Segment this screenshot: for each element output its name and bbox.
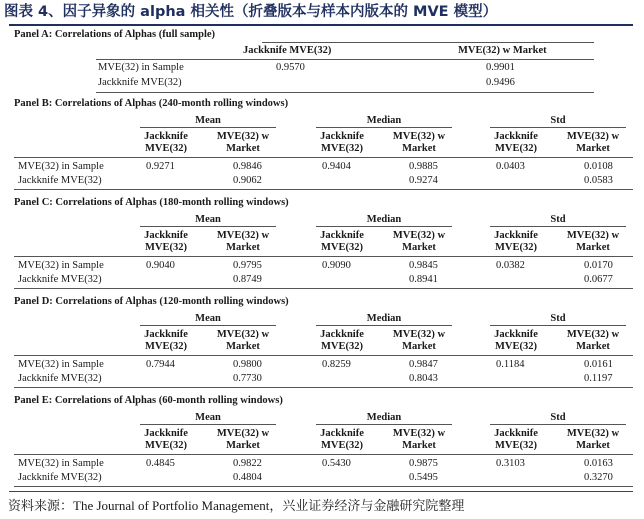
panel-e-row1-value: 0.9822 — [233, 458, 262, 469]
panel-c-row2-value: 0.8749 — [233, 274, 262, 285]
panel-b-std-jackknife-l1: Jackknife — [494, 131, 538, 142]
panel-d-median-jackknife-l2: MVE(32) — [321, 341, 363, 352]
panel-c-median-jackknife-l1: Jackknife — [320, 230, 364, 241]
panel-c-row2-value: 0.0677 — [584, 274, 613, 285]
panel-e-median-mve-w-l2: Market — [402, 440, 436, 451]
panel-d-row2-label: Jackknife MVE(32) — [18, 373, 102, 384]
panel-c-row2-label: Jackknife MVE(32) — [18, 274, 102, 285]
panel-e-std-jackknife-l2: MVE(32) — [495, 440, 537, 451]
panel-e-sub-rule — [14, 454, 633, 455]
panel-d-row1-value: 0.9847 — [409, 359, 438, 370]
panel-a-row1-mve-market: 0.9901 — [486, 62, 515, 73]
panel-d-mean-jackknife-l1: Jackknife — [144, 329, 188, 340]
panel-e-row1-value: 0.5430 — [322, 458, 351, 469]
panel-b-mean-mve-w-l2: Market — [226, 143, 260, 154]
panel-e-mean-jackknife-l2: MVE(32) — [145, 440, 187, 451]
panel-b-median-jackknife-l2: MVE(32) — [321, 143, 363, 154]
panel-c-row1-value: 0.0170 — [584, 260, 613, 271]
panel-e-row1-label: MVE(32) in Sample — [18, 458, 104, 469]
panel-d-row2-value: 0.1197 — [584, 373, 613, 384]
panel-a-row2-mve-market: 0.9496 — [486, 77, 515, 88]
panel-b-std-mve-w-l1: MVE(32) w — [566, 131, 620, 142]
panel-c-mean-jackknife-l1: Jackknife — [144, 230, 188, 241]
panel-b-row1-value: 0.9404 — [322, 161, 351, 172]
panel-e-header-median: Median — [366, 412, 402, 423]
panel-e-header-std: Std — [550, 412, 566, 423]
panel-a-header-rule — [262, 42, 594, 43]
panel-b-median-mve-w-l1: MVE(32) w — [392, 131, 446, 142]
panel-e-median-jackknife-l2: MVE(32) — [321, 440, 363, 451]
panel-d-title: Panel D: Correlations of Alphas (120-month rolling windows) — [14, 296, 289, 307]
panel-c-median-jackknife-l2: MVE(32) — [321, 242, 363, 253]
panel-e-bottom-rule — [14, 486, 633, 487]
panel-d-row2-value: 0.7730 — [233, 373, 262, 384]
panel-b-row1-value: 0.0108 — [584, 161, 613, 172]
panel-e-median-jackknife-l1: Jackknife — [320, 428, 364, 439]
panel-c-row1-value: 0.9090 — [322, 260, 351, 271]
panel-b-row2-label: Jackknife MVE(32) — [18, 175, 102, 186]
panel-c-std-jackknife-l2: MVE(32) — [495, 242, 537, 253]
panel-c-mean-mve-w-l2: Market — [226, 242, 260, 253]
panel-b-row1-value: 0.0403 — [496, 161, 525, 172]
panel-a-row1-jackknife: 0.9570 — [276, 62, 305, 73]
panel-e-mean-mve-w-l2: Market — [226, 440, 260, 451]
panel-d-row1-label: MVE(32) in Sample — [18, 359, 104, 370]
top-rule — [9, 24, 633, 26]
panel-b-std-jackknife-l2: MVE(32) — [495, 143, 537, 154]
panel-b-mean-mve-w-l1: MVE(32) w — [216, 131, 270, 142]
panel-e-std-jackknife-l1: Jackknife — [494, 428, 538, 439]
panel-d-header-std: Std — [550, 313, 566, 324]
source-note: 资料来源：The Journal of Portfolio Management，兴业证券经济与金融研究院整理 — [8, 498, 465, 513]
panel-c-std-jackknife-l1: Jackknife — [494, 230, 538, 241]
panel-d-row1-value: 0.9800 — [233, 359, 262, 370]
panel-c-bottom-rule — [14, 288, 633, 289]
panel-b-median-jackknife-l1: Jackknife — [320, 131, 364, 142]
panel-e-row1-value: 0.0163 — [584, 458, 613, 469]
panel-c-header-rule-median — [316, 226, 452, 227]
panel-b-header-rule-mean — [140, 127, 276, 128]
panel-e-row1-value: 0.4845 — [146, 458, 175, 469]
panel-d-bottom-rule — [14, 387, 633, 388]
panel-e-median-mve-w-l1: MVE(32) w — [392, 428, 446, 439]
panel-e-row2-value: 0.3270 — [584, 472, 613, 483]
panel-a-row1-label: MVE(32) in Sample — [98, 62, 184, 73]
panel-d-mean-mve-w-l1: MVE(32) w — [216, 329, 270, 340]
panel-c-header-median: Median — [366, 214, 402, 225]
panel-d-header-mean: Mean — [195, 313, 221, 324]
panel-d-std-jackknife-l2: MVE(32) — [495, 341, 537, 352]
panel-c-sub-rule — [14, 256, 633, 257]
panel-e-row2-label: Jackknife MVE(32) — [18, 472, 102, 483]
panel-d-median-mve-w-l1: MVE(32) w — [392, 329, 446, 340]
panel-e-header-mean: Mean — [195, 412, 221, 423]
panel-c-header-std: Std — [550, 214, 566, 225]
panel-b-row1-label: MVE(32) in Sample — [18, 161, 104, 172]
panel-a-bottom-rule — [96, 92, 594, 93]
panel-d-median-jackknife-l1: Jackknife — [320, 329, 364, 340]
panel-d-median-mve-w-l2: Market — [402, 341, 436, 352]
panel-e-header-rule-mean — [140, 424, 276, 425]
panel-b-header-mean: Mean — [195, 115, 221, 126]
panel-d-header-rule-std — [490, 325, 626, 326]
panel-e-mean-mve-w-l1: MVE(32) w — [216, 428, 270, 439]
panel-c-mean-mve-w-l1: MVE(32) w — [216, 230, 270, 241]
panel-d-header-rule-median — [316, 325, 452, 326]
panel-c-header-rule-std — [490, 226, 626, 227]
panel-d-std-jackknife-l1: Jackknife — [494, 329, 538, 340]
panel-b-header-std: Std — [550, 115, 566, 126]
panel-a-title: Panel A: Correlations of Alphas (full sample) — [14, 29, 216, 40]
panel-d-row1-value: 0.8259 — [322, 359, 351, 370]
panel-c-row1-value: 0.9795 — [233, 260, 262, 271]
panel-d-header-median: Median — [366, 313, 402, 324]
panel-e-row1-value: 0.9875 — [409, 458, 438, 469]
panel-b-row2-value: 0.9274 — [409, 175, 438, 186]
panel-e-row1-value: 0.3103 — [496, 458, 525, 469]
panel-b-row2-value: 0.0583 — [584, 175, 613, 186]
panel-c-std-mve-w-l2: Market — [576, 242, 610, 253]
panel-d-mean-mve-w-l2: Market — [226, 341, 260, 352]
panel-b-header-rule-std — [490, 127, 626, 128]
panel-e-header-rule-median — [316, 424, 452, 425]
panel-c-title: Panel C: Correlations of Alphas (180-month rolling windows) — [14, 197, 289, 208]
panel-c-header-rule-mean — [140, 226, 276, 227]
panel-b-std-mve-w-l2: Market — [576, 143, 610, 154]
panel-b-row2-value: 0.9062 — [233, 175, 262, 186]
panel-b-title: Panel B: Correlations of Alphas (240-month rolling windows) — [14, 98, 289, 109]
panel-a-col-mve-market: MVE(32) w Market — [458, 45, 547, 56]
panel-d-row2-value: 0.8043 — [409, 373, 438, 384]
panel-d-std-mve-w-l1: MVE(32) w — [566, 329, 620, 340]
panel-b-row1-value: 0.9271 — [146, 161, 175, 172]
panel-b-mean-jackknife-l2: MVE(32) — [145, 143, 187, 154]
panel-e-row2-value: 0.5495 — [409, 472, 438, 483]
panel-b-header-rule-median — [316, 127, 452, 128]
panel-d-std-mve-w-l2: Market — [576, 341, 610, 352]
panel-b-row1-value: 0.9846 — [233, 161, 262, 172]
panel-c-row1-label: MVE(32) in Sample — [18, 260, 104, 271]
panel-a-row2-label: Jackknife MVE(32) — [98, 77, 182, 88]
panel-e-title: Panel E: Correlations of Alphas (60-month rolling windows) — [14, 395, 283, 406]
panel-e-header-rule-std — [490, 424, 626, 425]
panel-c-row1-value: 0.0382 — [496, 260, 525, 271]
panel-c-row1-value: 0.9845 — [409, 260, 438, 271]
panel-a-sub-rule — [96, 59, 594, 60]
panel-b-median-mve-w-l2: Market — [402, 143, 436, 154]
panel-c-row2-value: 0.8941 — [409, 274, 438, 285]
panel-c-mean-jackknife-l2: MVE(32) — [145, 242, 187, 253]
panel-d-row1-value: 0.7944 — [146, 359, 175, 370]
panel-d-sub-rule — [14, 355, 633, 356]
panel-d-mean-jackknife-l2: MVE(32) — [145, 341, 187, 352]
bottom-rule — [9, 491, 633, 492]
panel-b-mean-jackknife-l1: Jackknife — [144, 131, 188, 142]
panel-c-header-mean: Mean — [195, 214, 221, 225]
panel-e-std-mve-w-l2: Market — [576, 440, 610, 451]
panel-e-std-mve-w-l1: MVE(32) w — [566, 428, 620, 439]
panel-c-median-mve-w-l2: Market — [402, 242, 436, 253]
panel-d-row1-value: 0.1184 — [496, 359, 525, 370]
panel-e-row2-value: 0.4804 — [233, 472, 262, 483]
panel-e-mean-jackknife-l1: Jackknife — [144, 428, 188, 439]
panel-b-bottom-rule — [14, 189, 633, 190]
panel-d-row1-value: 0.0161 — [584, 359, 613, 370]
panel-d-header-rule-mean — [140, 325, 276, 326]
figure-title: 图表 4、因子异象的 alpha 相关性（折叠版本与样本内版本的 MVE 模型） — [4, 4, 498, 20]
panel-c-row1-value: 0.9040 — [146, 260, 175, 271]
panel-a-col-jackknife: Jackknife MVE(32) — [243, 45, 332, 56]
panel-b-header-median: Median — [366, 115, 402, 126]
panel-c-std-mve-w-l1: MVE(32) w — [566, 230, 620, 241]
panel-b-sub-rule — [14, 157, 633, 158]
panel-c-median-mve-w-l1: MVE(32) w — [392, 230, 446, 241]
panel-b-row1-value: 0.9885 — [409, 161, 438, 172]
